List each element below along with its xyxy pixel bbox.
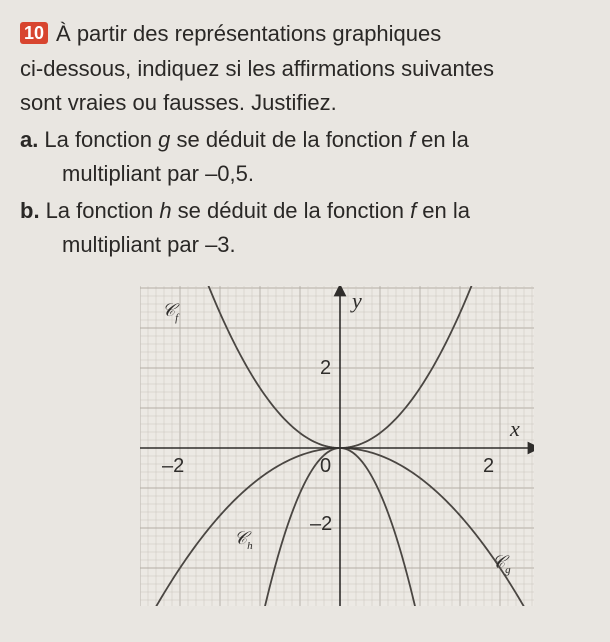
- item-b-letter: b.: [20, 198, 40, 223]
- intro-line-3: sont vraies ou fausses. Justifiez.: [20, 90, 337, 115]
- item-a-text-2: se déduit de la fonction: [170, 127, 409, 152]
- exercise-number-badge: 10: [20, 22, 48, 44]
- y-axis-label: y: [352, 288, 362, 313]
- graph-background: [140, 286, 534, 606]
- tick-x-2: 2: [483, 455, 495, 477]
- intro-text-1: À partir des représentations graphiques: [56, 21, 442, 46]
- item-b-text-1: La fonction: [45, 198, 160, 223]
- item-b-text-3: en la: [416, 198, 471, 223]
- item-b-fn-h: h: [159, 198, 172, 223]
- curve-label-h: 𝒞$_h$: [234, 528, 253, 552]
- intro-line-2: ci-dessous, indiquez si les affirmations suivantes: [20, 56, 495, 81]
- curve-label-g: 𝒞$_g$: [492, 552, 511, 576]
- item-b-fn-f: f: [410, 198, 417, 223]
- curve-label-f: 𝒞$_f$: [162, 300, 179, 324]
- item-a-text-3: en la: [414, 127, 469, 152]
- graph-svg: [140, 286, 534, 606]
- item-b-line-2: multipliant par –3.: [62, 232, 236, 257]
- x-axis-label: x: [510, 416, 520, 441]
- intro-line-1: [20, 20, 441, 48]
- item-b-line-1: [20, 197, 470, 225]
- item-a-fn-f: f: [408, 127, 415, 152]
- tick-y-2: 2: [320, 357, 332, 379]
- function-graph: [140, 286, 534, 606]
- tick-x-neg2: –2: [162, 455, 185, 477]
- item-a-line-2: multipliant par –0,5.: [62, 161, 254, 186]
- item-b-text-2: se déduit de la fonction: [171, 198, 411, 223]
- tick-origin: 0: [320, 455, 332, 477]
- item-a-fn-g: g: [158, 127, 171, 152]
- item-a-line-1: [20, 126, 469, 154]
- item-a-letter: a.: [20, 127, 39, 152]
- tick-y-neg2: –2: [310, 513, 333, 535]
- item-a-text-1: La fonction: [44, 127, 159, 152]
